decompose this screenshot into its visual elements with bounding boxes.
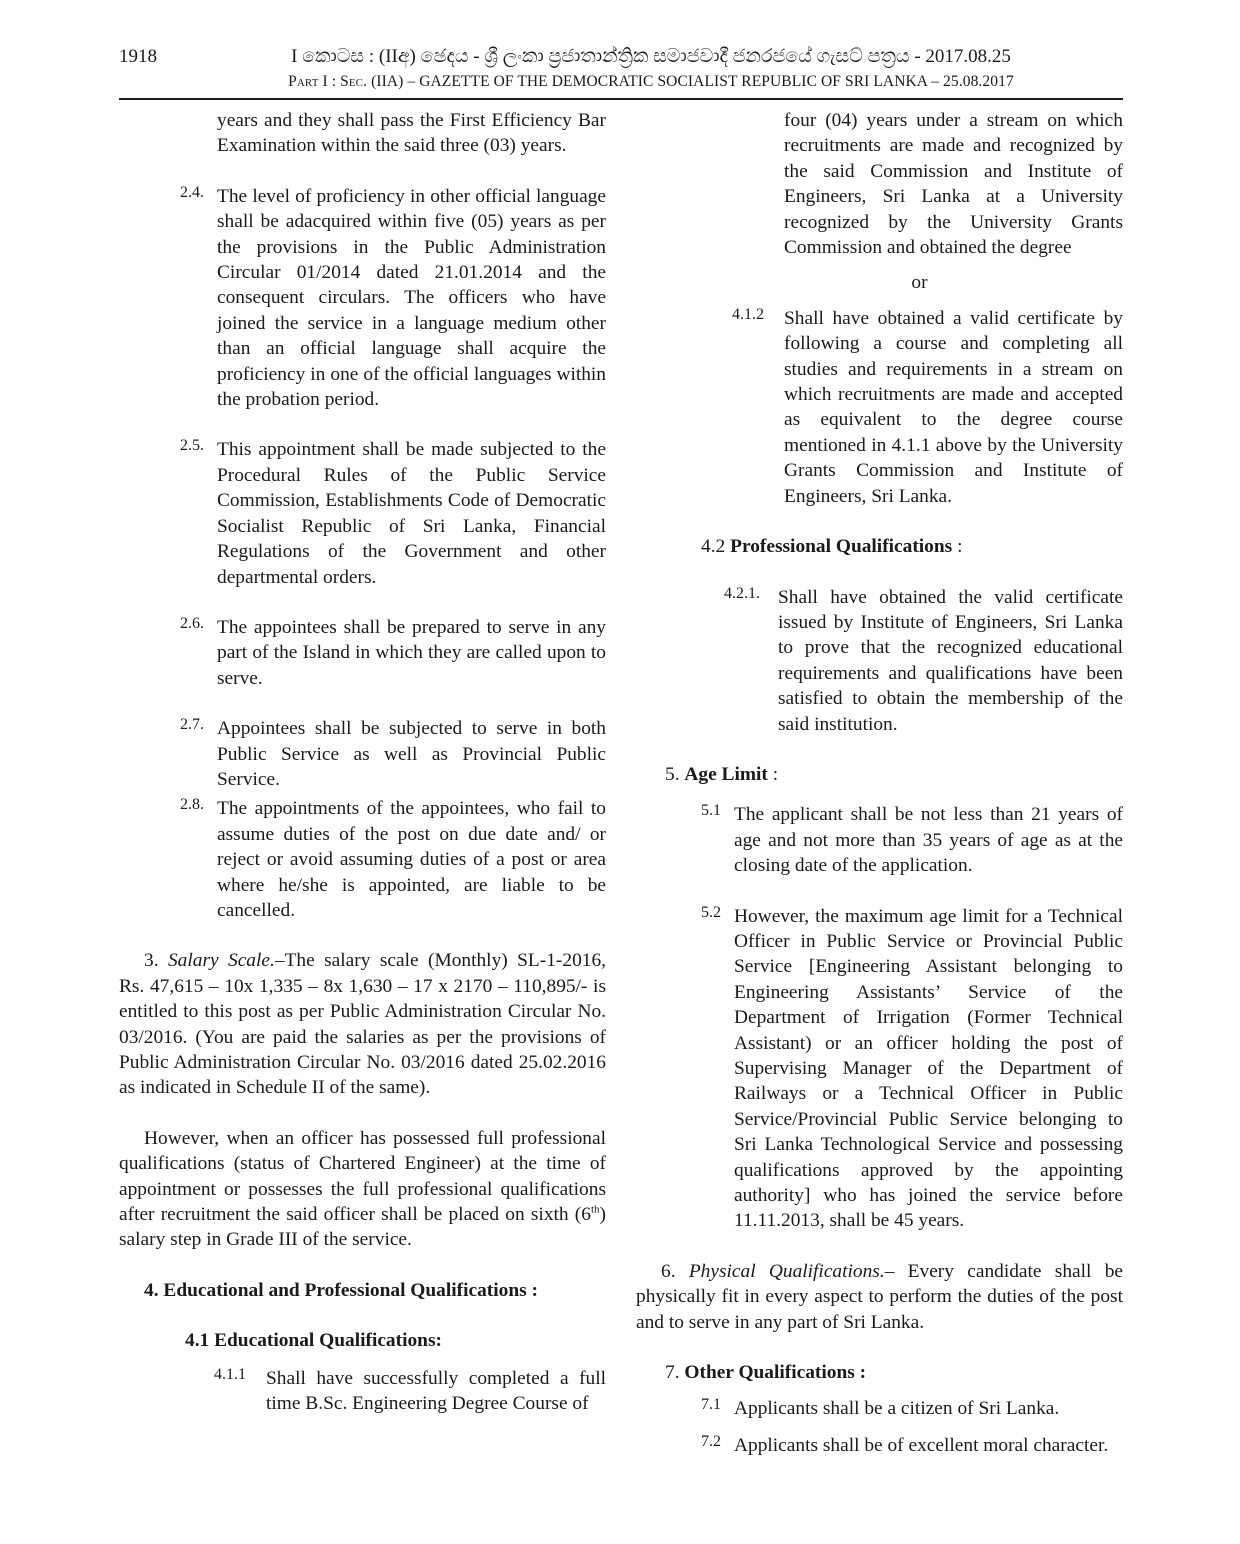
clause-text: This appointment shall be made subjected to the Procedural Rules of the Public Service Commission, Establishments Code of Democratic Socialist Republic of Sri Lanka, Financial Regulations of the Government and other departmental orders.: [217, 439, 606, 588]
header-rule: [119, 98, 1123, 100]
salary-text: The salary scale (Monthly) SL-1-2016, Rs. 47,615 – 10x 1,335 – 8x 1,630 – 17 x 2170 – 110,895/- is entitled to this post as per Public Administration Circular No. 03/2016. (You are paid the salaries as per the provisions of Public Administration Circular No. 03/2016 dated 25.02.2016 as indicated in Schedule II of the same).: [119, 950, 607, 1099]
section-7-heading: [636, 1360, 1123, 1385]
section-6-title: Physical Qualifications.: [688, 1260, 885, 1282]
section-6-paragraph: [636, 1259, 1123, 1335]
clause-number: 2.4.: [180, 183, 204, 201]
section-4-2-title: Professional Qualifications: [730, 536, 953, 558]
section-5-title: Age Limit: [684, 763, 768, 785]
section-4-2-colon: :: [952, 536, 963, 558]
clause-number: 4.2.1.: [724, 584, 760, 602]
section-4-1-heading: [119, 1328, 606, 1353]
however-text-pre: However, when an officer has possessed full professional qualifications (status of Chartered Engineer) at the time of appointment or possesses the full professional qualifications after recruitment the said officer shall be placed on sixth (6: [119, 1127, 606, 1226]
clause-number: 7.2: [701, 1432, 721, 1450]
section-6-text: Every candidate shall be physically fit in every aspect to perform the duties of the post and to serve in any part of Sri Lanka.: [636, 1260, 1123, 1333]
header-sinhala-title: I කොටස : (IIඅ) ඡෙදය - ශ්‍රී ලංකා ප්‍රජාතාන්ත්‍රික සමාජවාදී ජනරජයේ ගැසට් පත්‍රය - 2017.08.25: [291, 46, 1011, 67]
header-part-num: I :: [318, 73, 341, 90]
or-separator: or: [911, 272, 928, 294]
section-5-colon: :: [767, 763, 779, 785]
header-part: Part: [288, 73, 319, 90]
clause-text: The appointments of the appointees, who fail to assume duties of the post on due date and/ or reject or avoid assuming duties of a post or area where he/she is appointed, are liable to be cancelled.: [217, 798, 606, 921]
continued-paragraph: years and they shall pass the First Efficiency Bar Examination within the said three (03) years.: [217, 110, 606, 157]
section-4-2-number: 4.2: [701, 536, 726, 558]
section-4-heading: [119, 1278, 606, 1303]
clause-number: 2.6.: [180, 614, 204, 632]
clause-text: However, the maximum age limit for a Technical Officer in Public Service or Provincial Public Service [Engineering Assistant belonging to Engineering Assistants’ Service of the Department of Irrigation (Former Technical Assistant) or an officer holding the post of Supervising Manager of the Department of Railways or a Technical Officer in Public Service/Provincial Public Service belonging to Sri Lanka Technological Service and possessing qualifications approved by the appointing authority] who has joined the service before 11.11.2013, shall be 45 years.: [734, 905, 1123, 1232]
clause-2-5: [119, 437, 606, 589]
section-7-number: 7.: [665, 1362, 680, 1384]
clause-number: 7.1: [701, 1396, 721, 1414]
clause-number: 4.1.1: [214, 1365, 246, 1383]
header-sec: Sec.: [340, 73, 368, 90]
however-paragraph: [119, 1126, 606, 1253]
clause-number: 5.2: [701, 903, 721, 921]
section-4-1-title: 4.1 Educational Qualifications:: [185, 1330, 442, 1352]
clause-5-2: [636, 904, 1123, 1234]
clause-text: Shall have obtained a valid certificate by following a course and completing all studies and requirements in a stream on which recruitments are made and accepted as equivalent to the degree course mentioned in 4.1.1 above by the University Grants Commission and Institute of Engineers, Sri Lanka.: [784, 307, 1123, 507]
page-number: 1918: [119, 46, 157, 67]
clause-text: The appointees shall be prepared to serve in any part of the Island in which they are called upon to serve.: [217, 616, 606, 689]
salary-dash: –: [274, 950, 285, 972]
clause-text: Appointees shall be subjected to serve in both Public Service as well as Provincial Public Service.: [217, 718, 606, 790]
clause-4-2-1: [636, 585, 1123, 737]
section-6-number: 6.: [661, 1260, 676, 1282]
section-5-number: 5.: [665, 763, 680, 785]
clause-number: 2.8.: [180, 796, 204, 814]
clause-text: Applicants shall be a citizen of Sri Lanka.: [734, 1398, 1060, 1420]
clause-2-4: [119, 184, 606, 413]
clause-5-1: [636, 802, 1123, 878]
clause-number: 4.1.2: [732, 305, 764, 323]
section-6-dash: –: [884, 1260, 895, 1282]
clause-number: 2.5.: [180, 437, 204, 455]
section-7-title: Other Qualifications :: [684, 1362, 867, 1384]
clause-4-1-1: [119, 1366, 606, 1417]
clause-2-6: [119, 615, 606, 691]
header-english-title: [180, 73, 1122, 91]
clause-number: 2.7.: [180, 716, 204, 734]
clause-2-8: [119, 796, 606, 923]
clause-4-1-2: [636, 306, 1123, 509]
clause-7-1: [636, 1396, 1123, 1421]
however-superscript: th: [590, 1203, 600, 1216]
left-column: [119, 108, 606, 1416]
salary-title: Salary Scale.: [167, 950, 275, 972]
clause-7-2: [636, 1433, 1123, 1458]
clause-text: Shall have obtained the valid certificate issued by Institute of Engineers, Sri Lanka to prove that the recognized educational requirements and qualifications have been satisfied to obtain the membership of the said institution.: [778, 586, 1123, 735]
clause-number: 5.1: [701, 802, 721, 820]
clause-text: Shall have successfully completed a full time B.Sc. Engineering Degree Course of: [266, 1367, 606, 1415]
clause-text: The applicant shall be not less than 21 years of age and not more than 35 years of age as at the closing date of the application.: [734, 804, 1123, 877]
clause-text: Applicants shall be of excellent moral character.: [734, 1434, 1109, 1456]
clause-text: The level of proficiency in other official language shall be adacquired within five (05) years as per the provisions in the Public Administration Circular 01/2014 dated 21.01.2014 and the consequent circulars. The officers who have joined the service in a language medium other than an official language shall acquire the proficiency in one of the official languages within the probation period.: [217, 185, 606, 411]
salary-scale-paragraph: [119, 948, 606, 1100]
salary-number: 3.: [144, 950, 159, 972]
section-5-heading: [636, 762, 1123, 787]
clause-2-7: [119, 716, 606, 792]
right-column: [636, 108, 1123, 1458]
however-text-post: ) salary step in Grade III of the service.: [119, 1204, 606, 1251]
header-rest: (IIA) – GAZETTE OF THE DEMOCRATIC SOCIALIST REPUBLIC OF SRI LANKA – 25.08.2017: [367, 73, 1014, 90]
section-4-title: 4. Educational and Professional Qualifications :: [144, 1279, 538, 1301]
continued-paragraph: four (04) years under a stream on which recruitments are made and recognized by the said Commission and Institute of Engineers, Sri Lanka at a University recognized by the University Grants Commission and obtained the degree: [784, 110, 1123, 259]
section-4-2-heading: [636, 534, 1123, 559]
